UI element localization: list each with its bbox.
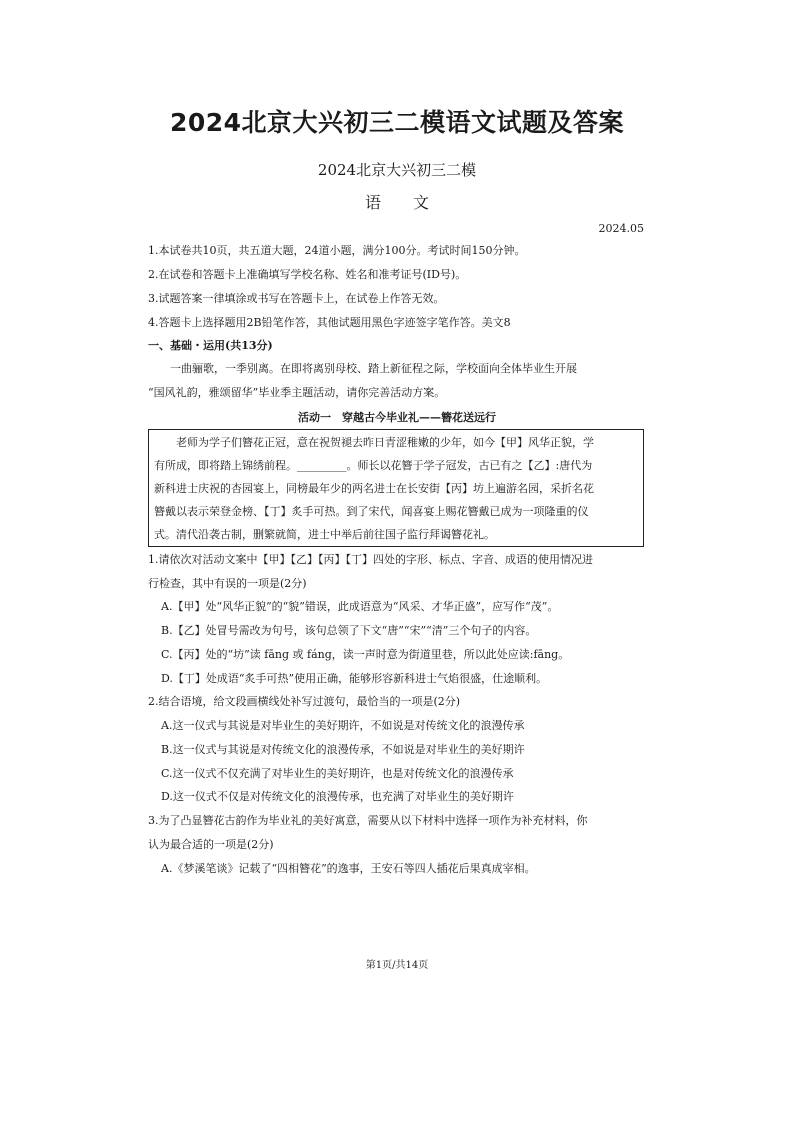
option-b: B.【乙】处冒号需改为句号，该句总领了下文“唐”“宋”“清”三个句子的内容。: [161, 624, 537, 637]
question-stem: 3.为了凸显簪花古韵作为毕业礼的美好寓意，需要从以下材料中选择一项作为补充材料，你: [148, 814, 588, 827]
exam-subtitle: 2024北京大兴初三二模: [317, 161, 477, 179]
instruction-line: 4.答题卡上选择题用2B铅笔作答，其他试题用黑色字迹签字笔作答。美文8: [148, 316, 511, 329]
question-stem: 1.请依次对活动文案中【甲】【乙】【丙】【丁】四处的字形、标点、字音、成语的使用情况进: [148, 553, 593, 566]
box-line: 式。清代沿袭古制，删繁就简，进士中举后前往国子监行拜谒簪花礼。: [154, 528, 495, 541]
option-a: A.【甲】处“风华正貌”的“貌”错误，此成语意为“风采、才华正盛”，应写作“茂”。: [161, 600, 559, 613]
box-line: 簪戴以表示荣登金榜、【丁】炙手可热。到了宋代，闻喜宴上赐花簪戴已成为一项隆重的仪: [154, 505, 589, 518]
question-stem: 认为最合适的一项是(2分): [148, 838, 274, 851]
instruction-line: 3.试题答案一律填涂或书写在答题卡上，在试卷上作答无效。: [148, 292, 445, 305]
question-stem: 2.结合语境，给文段画横线处补写过渡句，最恰当的一项是(2分): [148, 695, 461, 708]
instruction-line: 1.本试卷共10页，共五道大题，24道小题，满分100分。考试时间150分钟。: [148, 244, 526, 257]
option-c: C.【丙】处的“坊”读 fāng 或 fáng，读一声时意为街道里巷，所以此处应读:fāng。: [161, 648, 570, 661]
activity-title: 活动一 穿越古今毕业礼——簪花送远行: [298, 411, 496, 424]
section-heading: 一、基础・运用(共13分): [148, 339, 273, 352]
intro-line: 一曲骊歌，一季别离。在即将离别母校、踏上新征程之际，学校面向全体毕业生开展: [148, 362, 577, 375]
document-title: 2024北京大兴初三二模语文试题及答案: [169, 108, 625, 137]
option-c: C.这一仪式不仅充满了对毕业生的美好期许，也是对传统文化的浪漫传承: [161, 767, 514, 780]
option-d: D.【丁】处成语“炙手可热”使用正确，能够形容新科进士气焰很盛，仕途顺利。: [161, 672, 548, 685]
box-line: 有所成，即将踏上锦绣前程。_________。师长以花簪于学子冠发，古已有之【乙】:唐代为: [154, 459, 593, 472]
activity-text-box: [148, 429, 644, 547]
question-stem: 行检查，其中有误的一项是(2分): [148, 577, 307, 590]
subject-label: 语 文: [364, 193, 429, 212]
instruction-line: 2.在试卷和答题卡上准确填写学校名称、姓名和准考证号(ID号)。: [148, 268, 467, 281]
box-line: 老师为学子们簪花正冠，意在祝贺褪去昨日青涩稚嫩的少年，如今【甲】风华正貌，学: [154, 436, 594, 449]
option-b: B.这一仪式与其说是对传统文化的浪漫传承，不如说是对毕业生的美好期许: [161, 743, 525, 756]
intro-line: “国风礼韵，雅颂留华”毕业季主题活动，请你完善活动方案。: [148, 386, 446, 399]
exam-date: 2024.05: [598, 222, 644, 235]
option-a: A.《梦溪笔谈》记载了“四相簪花”的逸事，王安石等四人插花后果真成宰相。: [161, 862, 536, 875]
option-d: D.这一仪式不仅是对传统文化的浪漫传承，也充满了对毕业生的美好期许: [161, 790, 514, 803]
option-a: A.这一仪式与其说是对毕业生的美好期许，不如说是对传统文化的浪漫传承: [161, 719, 525, 732]
box-line: 新科进士庆祝的杏园宴上，同榜最年少的两名进士在长安街【丙】坊上遍游名园，采折名花: [154, 482, 594, 495]
page-number: 第1页/共14页: [365, 960, 429, 971]
